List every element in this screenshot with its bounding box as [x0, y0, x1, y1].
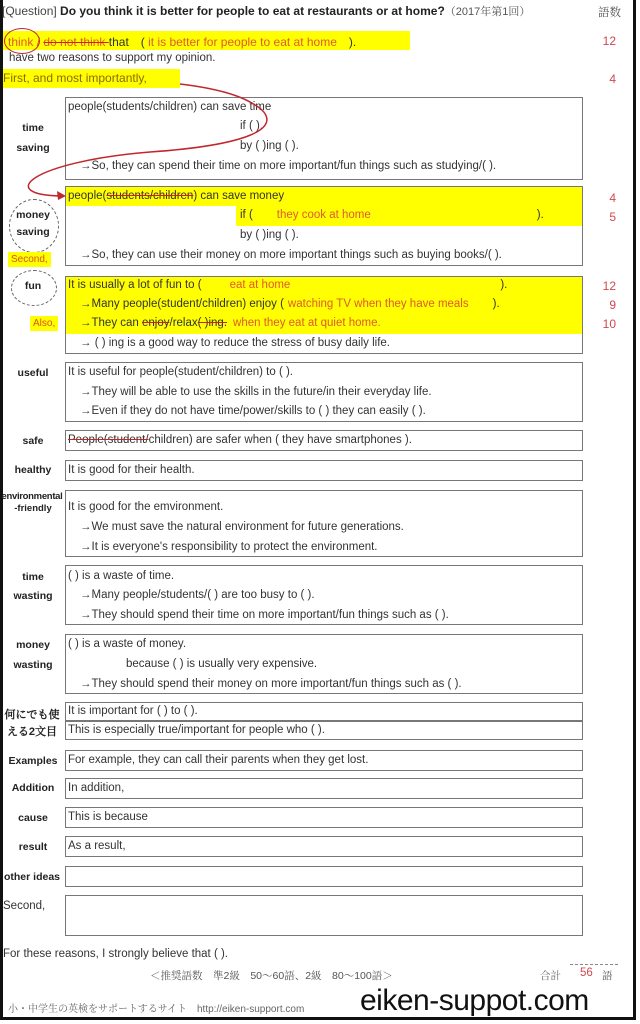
watermark: eiken-suppot.com — [360, 984, 589, 1017]
close-paren: ). — [336, 35, 357, 49]
time-saving-line-1: people(students/children) can save time — [68, 101, 272, 113]
money-wasting-line-2: because ( ) is usually very expensive. — [126, 658, 318, 670]
question-text: Do you think it is better for people to eat at restaurants or at home? — [60, 4, 445, 18]
useful-line-1: It is useful for people(student/children) to ( ). — [68, 366, 293, 378]
time-saving-line-2: if ( ). — [240, 120, 263, 132]
label-time-wasting-1: time — [22, 571, 44, 583]
label-general-1: 何にでも使 — [4, 709, 60, 721]
text: ). — [536, 209, 544, 221]
arrow-path — [28, 84, 267, 196]
label-second: Second, — [3, 900, 46, 912]
text: people( — [68, 190, 107, 202]
money-wasting-line-3: →They should spend their money on more important/fun things such as ( ). — [80, 678, 462, 690]
label-time-saving-1: time — [22, 122, 44, 134]
useful-line-3: →Even if they do not have time/power/skills to ( ) they can easily ( ). — [80, 405, 426, 417]
label-examples: Examples — [8, 755, 58, 767]
fun-line-4: → ( ) ing is a good way to reduce the stress of busy daily life. — [80, 337, 391, 349]
struck-text: ( )ing. — [197, 317, 228, 329]
general-line-2: This is especially true/important for people who ( ). — [68, 724, 325, 736]
label-money-saving-2: saving — [16, 226, 50, 238]
text: /relax — [169, 317, 198, 329]
useful-line-2: →They will be able to use the skills in the future/in their everyday life. — [80, 386, 432, 398]
text: children) are safer when ( they have smartphones ). — [148, 434, 412, 446]
struck-text: students/children — [106, 190, 194, 202]
first-line: First, and most importantly, — [3, 71, 147, 85]
label-environmental-2: -friendly — [14, 503, 52, 514]
fun-word-count-1: 12 — [602, 279, 616, 293]
time-wasting-line-3: →They should spend their time on more important/fun things such as ( ). — [80, 609, 449, 621]
text: ) can save money — [193, 190, 285, 202]
also-annotation: Also, — [30, 316, 58, 331]
do-not-think-option: do not think — [43, 35, 109, 49]
opinion-answer: it is better for people to eat at home — [144, 35, 337, 49]
environmental-line-3: →It is everyone's responsibility to protect the environment. — [80, 541, 378, 553]
label-other-ideas: other ideas — [3, 871, 61, 883]
second-annotation: Second, — [8, 252, 51, 267]
label-money-wasting-2: wasting — [13, 659, 53, 671]
label-healthy: healthy — [14, 464, 52, 476]
think-option: think — [8, 35, 34, 49]
text: if ( — [240, 209, 253, 221]
arrow-head-icon — [57, 191, 66, 200]
cause-text: This is because — [68, 811, 148, 823]
opinion-word-count: 12 — [602, 34, 616, 48]
time-wasting-line-2: →Many people/students/( ) are too busy to ( ). — [80, 589, 315, 601]
fun-word-count-3: 10 — [602, 317, 616, 331]
text: →Many people(student/children) enjoy ( — [80, 298, 284, 310]
question-prefix: [Question] — [2, 4, 57, 18]
result-text: As a result, — [68, 840, 126, 852]
label-money-saving-1: money — [16, 209, 50, 221]
label-time-saving-2: saving — [16, 142, 50, 154]
healthy-line: It is good for their health. — [68, 464, 195, 476]
time-wasting-line-1: ( ) is a waste of time. — [68, 570, 175, 582]
label-safe: safe — [22, 435, 44, 447]
time-saving-line-3: by ( )ing ( ). — [240, 140, 299, 152]
text: It is usually a lot of fun to ( — [68, 279, 202, 291]
total-unit: 語 — [602, 970, 613, 982]
environmental-line-2: →We must save the natural environment for future generations. — [80, 521, 404, 533]
fun-word-count-2: 9 — [609, 298, 616, 312]
money-word-count-1: 4 — [609, 191, 616, 205]
slash: / — [33, 35, 44, 49]
recommended-word-count: ＜推奨語数 準2級 50〜60語、2級 80〜100語＞ — [150, 970, 393, 982]
addition-text: In addition, — [68, 782, 125, 794]
label-addition: Addition — [11, 782, 55, 794]
fun-answer-1: eat at home — [229, 279, 291, 291]
fun-answer-2: watching TV when they have meals — [287, 298, 469, 310]
label-result: result — [18, 841, 48, 853]
text: ). — [500, 279, 508, 291]
fun-answer-3: when they eat at quiet home. — [233, 317, 381, 329]
money-saving-line-4: →So, they can use their money on more important things such as buying books/( ). — [80, 249, 502, 261]
conclusion-line: For these reasons, I strongly believe that ( ). — [3, 948, 228, 960]
total-label: 合計 — [540, 970, 561, 982]
word-count-header: 語数 — [598, 7, 621, 19]
general-line-1: It is important for ( ) to ( ). — [68, 705, 198, 717]
first-word-count: 4 — [609, 72, 616, 86]
label-environmental-1: environmental — [1, 491, 63, 502]
environmental-line-1: It is good for the emvironment. — [68, 501, 224, 513]
label-general-2: える2文目 — [6, 726, 58, 738]
label-time-wasting-2: wasting — [13, 590, 53, 602]
struck-text: People(student/ — [68, 434, 149, 446]
that-text: that ( — [108, 35, 145, 49]
money-answer: they cook at home — [276, 209, 371, 221]
label-money-wasting-1: money — [16, 639, 50, 651]
site-line: 小・中学生の英検をサポートするサイト http://eiken-support.com — [8, 1004, 305, 1015]
total-word-count: 56 — [580, 967, 593, 979]
money-saving-line-3: by ( )ing ( ). — [240, 229, 299, 241]
exam-label: （2017年第1回） — [444, 6, 531, 18]
money-word-count-2: 5 — [609, 210, 616, 224]
text: →They can — [80, 317, 142, 329]
label-useful: useful — [17, 367, 49, 379]
reasons-line: have two reasons to support my opinion. — [9, 52, 216, 64]
label-fun: fun — [24, 280, 42, 292]
text: ). — [492, 298, 500, 310]
struck-text: enjoy — [142, 317, 170, 329]
money-wasting-line-1: ( ) is a waste of money. — [68, 638, 187, 650]
time-saving-line-4: →So, they can spend their time on more important/fun things such as studying/( ). — [80, 160, 497, 172]
label-cause: cause — [18, 812, 48, 824]
examples-text: For example, they can call their parents when they get lost. — [68, 754, 369, 766]
